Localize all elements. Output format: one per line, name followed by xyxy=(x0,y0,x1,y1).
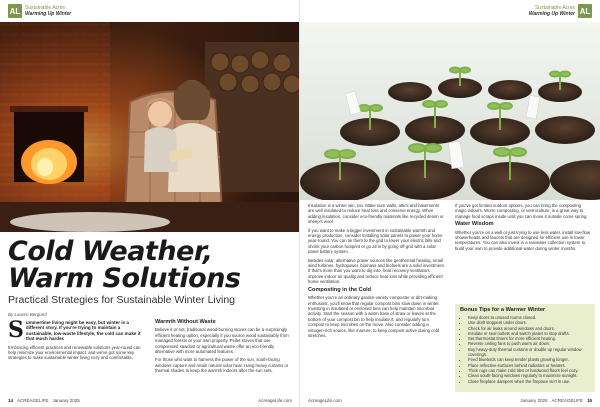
vermiculture-paragraph: If you've got limited outdoor options, you can bring the composting magic indoors. Worm composting, or vermiculture, is a great way to manage food scraps inside until you can move it outside come spring. xyxy=(455,203,588,219)
page-number-left: 14 xyxy=(8,398,14,403)
byline: By Lauren Bergund xyxy=(8,312,47,317)
tip-item: • Close fireplace dampers when the fireplace isn't in use. xyxy=(468,379,590,384)
bonus-tips-box xyxy=(455,304,595,392)
site-url-right: AcreageLife.com xyxy=(308,398,342,403)
magazine-name-right: ACREAGELIFE xyxy=(551,398,583,403)
site-url-left: AcreageLife.com xyxy=(258,398,292,403)
drop-cap: S xyxy=(8,317,24,343)
right-page xyxy=(300,0,600,407)
warmth-paragraph-1: Believe it or not, traditional wood-burning stoves can be a surprisingly efficient heating option, especially if you source wood sustainably from managed forests or your own property. Pellet stoves that use compressed sawdust or agricultural waste offer an eco-friendly alternative with more automated features. xyxy=(155,327,289,355)
headline-line-1: Cold Weather, xyxy=(8,236,213,267)
intro-paragraph-2: Embracing efficient practices and renewable solutions year-round can help minimize your environmental impact, and we've got some key strategies to make sustainable winter living cozy and comfortable. xyxy=(8,344,141,361)
left-footer xyxy=(8,398,80,403)
solar-paragraph: If you want to make a bigger investment in sustainable warmth and energy production, consider installing solar panels to power your home year-round. You can tie them to the grid to lower your electric bills and shrink your carbon footprint or go all in by going off-grid with a solar panel battery system. xyxy=(308,227,443,255)
article-subhead: Practical Strategies for Sustainable Winter Living xyxy=(8,294,236,306)
tip-item: • Keep doors to unused rooms closed. xyxy=(468,315,590,320)
seedlings-photo xyxy=(300,22,600,200)
tip-item: • Clean south-facing windows regularly to maximize sunlight. xyxy=(468,373,590,378)
insulation-paragraph: Insulation is a winter win, too. Make sure walls, attics and basements are well insulated to reduce heat loss and conserve energy. When adding insulation, consider eco-friendly materials like recycled denim or sheep's wool. xyxy=(308,203,444,225)
section-heading-warmth: Warmth Without Waste xyxy=(155,319,216,325)
right-column-2 xyxy=(455,203,593,254)
issue-title: Warming Up Winter xyxy=(25,11,72,17)
alt-power-paragraph: Besides solar, alternative power sources like geothermal heating, small wind turbines, hydropower, biomass and biofuels are a solid investment. If that's more than you want to dig into, heat recovery ventilators improve indoor air quality and reduce heat loss while providing efficient home ventilation. xyxy=(308,257,445,285)
headline-line-2: Warm Solutions xyxy=(8,263,241,294)
magazine-logo-icon-right: AL xyxy=(578,4,592,18)
section-heading-water: Water Wisdom xyxy=(455,221,494,228)
left-column-1 xyxy=(8,317,148,364)
right-column-1 xyxy=(308,203,446,341)
warmth-paragraph-2: For those who want to harness the power of the sun, south-facing windows capture and retain natural solar heat. Hang heavy curtains or thermal shades to keep the warmth indoors after the sun sets. xyxy=(155,357,289,374)
tip-item: • Thick rugs can make cold tiles or hardwood floors feel cozy. xyxy=(468,368,590,373)
page-number-right: 15 xyxy=(586,398,592,403)
article-headline xyxy=(8,238,298,292)
section-label-right: Sustainable Acres xyxy=(534,5,575,11)
issue-date-right: January 2025 xyxy=(520,398,548,403)
section-heading-composting: Composting in the Cold xyxy=(308,286,372,293)
left-column-2 xyxy=(155,320,293,377)
magazine-name-left: ACREAGELIFE xyxy=(17,398,49,403)
intro-paragraph: ummertime living might be easy, but winter is a different story. If you're trying to maintain a sustainable, low-waste lifestyle, the cold can make it that much harder. xyxy=(25,320,141,342)
tip-item: • Feed bluebirds can keep tender plants growing longer. xyxy=(468,357,590,362)
magazine-logo-icon: AL xyxy=(8,4,22,18)
tip-item: • Set thermostat timers for more efficient heating. xyxy=(468,336,590,341)
tip-item: • Use draft stoppers under doors. xyxy=(468,320,590,325)
right-footer-url xyxy=(308,398,342,403)
issue-title-right: Warming Up Winter xyxy=(528,11,575,17)
left-footer-url xyxy=(258,398,292,403)
composting-paragraph: Whether you're an ordinary garden-variety composter or dirt-making enthusiast, you'll know that regular compost bins slow down in winter. Investing in insulated or enclosed bins can help maintain microbial activity. Start the season with a warm base of straw or leaves at the bottom of your compost bin to help insulate it, and regularly turn compost to keep microbes on the move. Also consider adding a nitrogen-rich source, like manure, to keep compost active during cold stretches. xyxy=(308,295,440,338)
tip-item: • Insulate or seal outlets and switch plates to stop drafts. xyxy=(468,331,590,336)
fireplace-family-photo xyxy=(0,22,300,232)
tip-item: • Check for air leaks around windows and doors. xyxy=(468,326,590,331)
tip-item: • Buy heavy-duty thermal curtains or double up regular window coverings. xyxy=(468,347,590,358)
tips-list xyxy=(460,315,590,384)
section-label: Sustainable Acres xyxy=(25,5,66,11)
water-paragraph: Whether you're on a well or just trying to use less water, install low-flow showerheads and faucets that are designed for efficient use in lower temperatures. You can also invest in a rainwater collection system to build your own to provide additional water during winter months. xyxy=(455,229,591,251)
tip-item: • Place reflective surfaces behind radiators or heaters. xyxy=(468,363,590,368)
right-header xyxy=(529,3,592,19)
tip-item: • Reverse ceiling fans to push warm air down. xyxy=(468,341,590,346)
right-footer xyxy=(520,398,592,403)
tips-title: Bonus Tips for a Warmer Winter xyxy=(460,307,546,313)
left-header xyxy=(8,3,71,19)
issue-date-left: January 2025 xyxy=(52,398,80,403)
